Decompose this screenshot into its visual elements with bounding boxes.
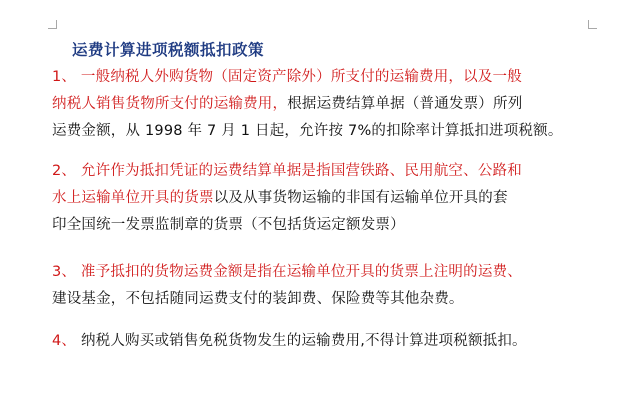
- body-text: 纳税人购买或销售免税货物发生的运输费用,不得计算进项税额抵扣。: [76, 333, 527, 349]
- paragraph-line: [52, 158, 612, 185]
- paragraph-line: [52, 328, 612, 355]
- highlighted-text: 4、: [52, 333, 77, 349]
- body-text: 印全国统一发票监制章的货票（不包括货运定额发票）: [52, 217, 405, 233]
- paragraph-line: [52, 212, 612, 239]
- paragraph-line: [52, 286, 612, 313]
- body-text: 建设基金，不包括随同运费支付的装卸费、保险费等其他杂费。: [52, 291, 464, 307]
- policy-paragraph-1: [52, 64, 612, 145]
- page-margin-corner-mark: [588, 20, 597, 29]
- paragraph-line: [52, 64, 612, 91]
- highlighted-text: 1、 一般纳税人外购货物（固定资产除外）所支付的运输费用，以及一般: [52, 69, 522, 85]
- highlighted-text: 2、 允许作为抵扣凭证的运费结算单据是指国营铁路、民用航空、公路和: [52, 163, 522, 179]
- page-margin-corner-mark: [48, 20, 57, 29]
- body-text: 运费金额，从 1998 年 7 月 1 日起，允许按 7%的扣除率计算抵扣进项税额。: [52, 123, 563, 139]
- paragraph-line: [52, 91, 612, 118]
- policy-paragraph-4: [52, 328, 612, 355]
- policy-paragraph-2: [52, 158, 612, 239]
- paragraph-line: [52, 259, 612, 286]
- highlighted-text: 水上运输单位开具的货票: [52, 190, 214, 206]
- body-text: 根据运费结算单据（普通发票）所列: [287, 96, 523, 112]
- highlighted-text: 3、 准予抵扣的货物运费金额是指在运输单位开具的货票上注明的运费、: [52, 264, 522, 280]
- paragraph-line: [52, 118, 612, 145]
- paragraph-line: [52, 185, 612, 212]
- document-title: 运费计算进项税额抵扣政策: [72, 41, 265, 59]
- body-text: 以及从事货物运输的非国有运输单位开具的套: [213, 190, 508, 206]
- highlighted-text: 纳税人销售货物所支付的运输费用，: [52, 96, 288, 112]
- policy-paragraph-3: [52, 259, 612, 313]
